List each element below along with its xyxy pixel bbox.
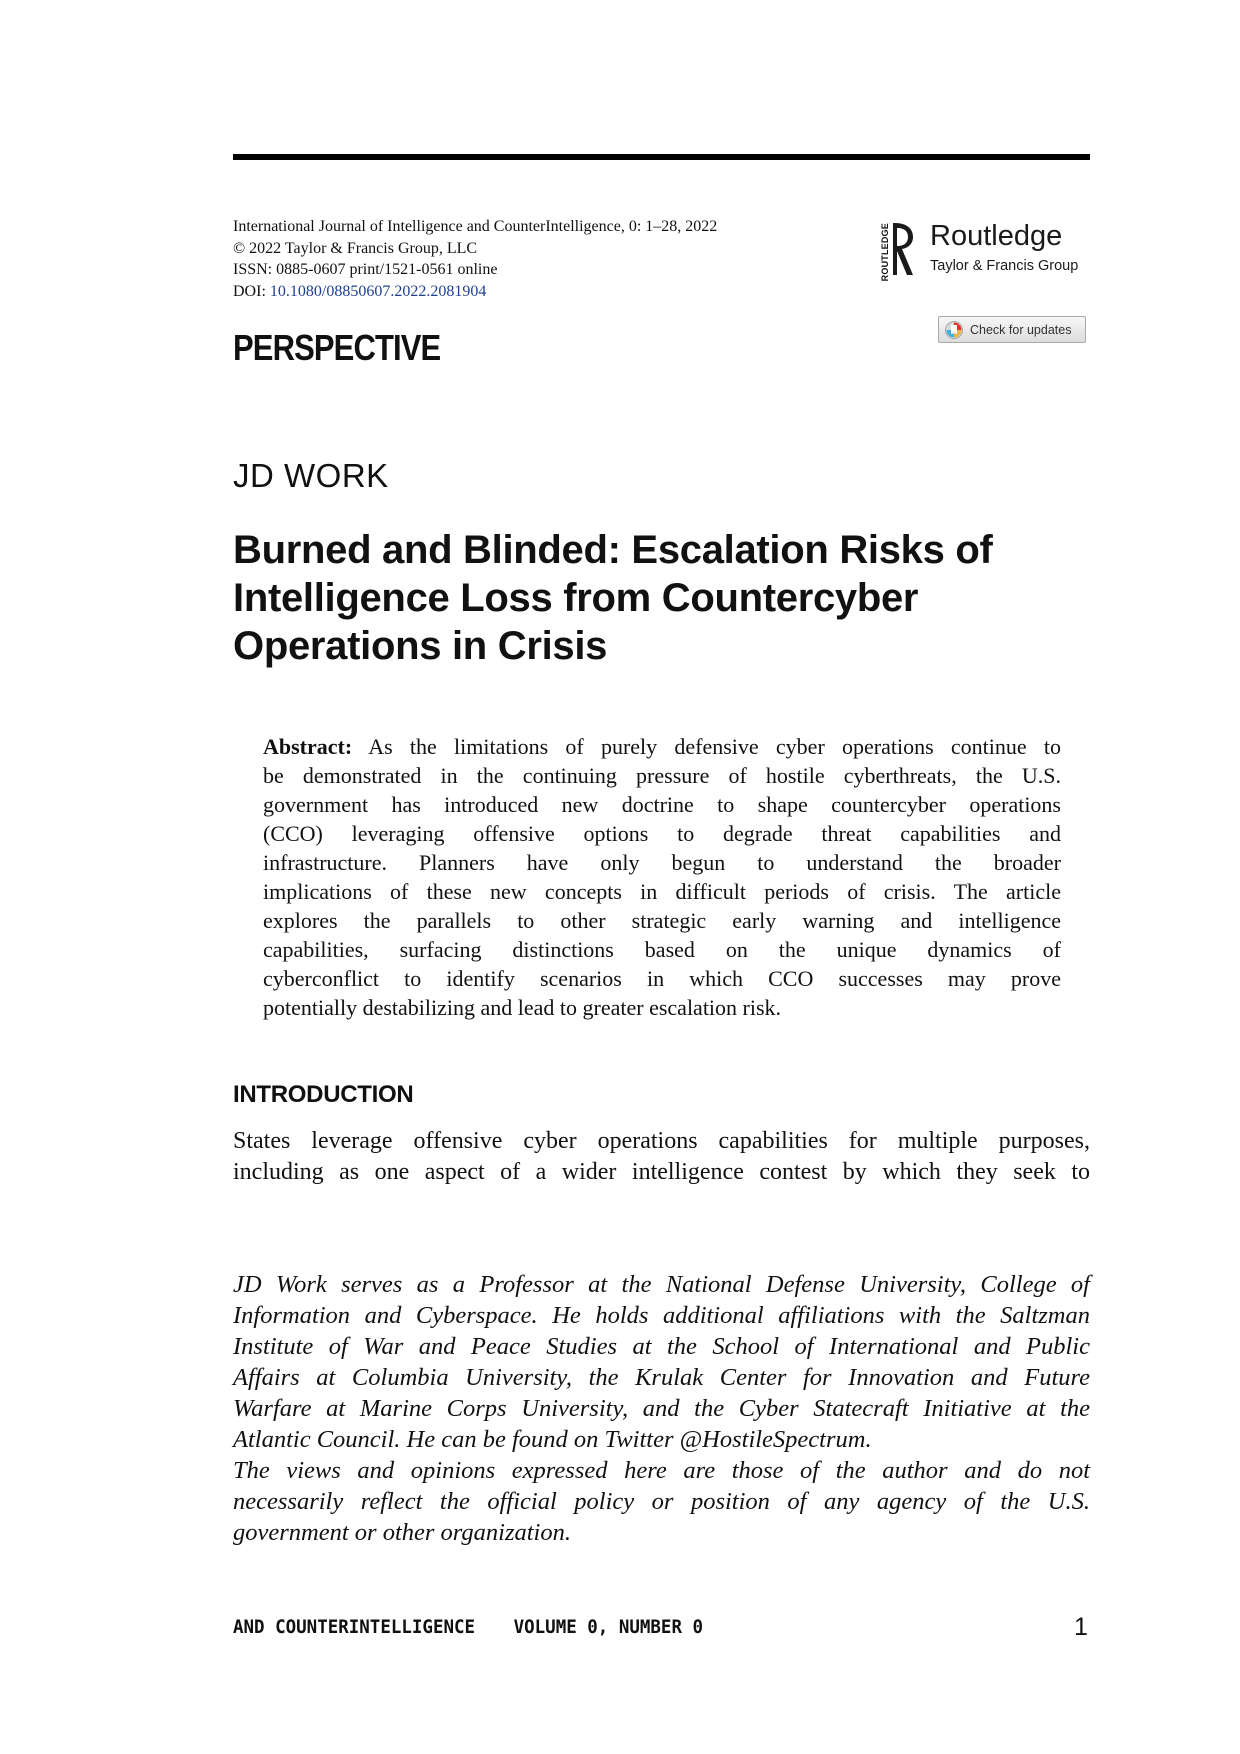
- disclaimer-line: necessarily reflect the official policy or position of any agency of the U.S.: [233, 1488, 1090, 1515]
- article-title: [233, 526, 1093, 670]
- crossmark-icon: [945, 321, 963, 339]
- article-metadata: [233, 216, 833, 302]
- introduction-line: including as one aspect of a wider intelligence contest by which they seek to: [233, 1159, 1090, 1185]
- disclaimer-line: government or other organization.: [233, 1519, 571, 1546]
- introduction-heading: INTRODUCTION: [233, 1081, 414, 1108]
- abstract-line: infrastructure. Planners have only begun to understand the broader: [263, 850, 1061, 875]
- publisher-name: Routledge: [930, 220, 1063, 252]
- disclaimer-line: The views and opinions expressed here are those of the author and do not: [233, 1457, 1090, 1484]
- doi-label: DOI:: [233, 282, 270, 300]
- abstract-line: potentially destabilizing and lead to greater escalation risk.: [263, 995, 782, 1020]
- title-line: Intelligence Loss from Countercyber: [233, 576, 919, 620]
- title-line: Operations in Crisis: [233, 624, 608, 668]
- author-bio-line: Affairs at Columbia University, the Krulak Center for Innovation and Future: [233, 1364, 1090, 1391]
- publisher-vertical-word: ROUTLEDGE: [880, 223, 890, 282]
- abstract-line: [263, 732, 1061, 761]
- abstract-line-text: As the limitations of purely defensive cyber operations continue to: [352, 734, 1061, 759]
- author-bio-line: JD Work serves as a Professor at the National Defense University, College of: [233, 1271, 1090, 1298]
- abstract-label: Abstract:: [263, 734, 353, 759]
- journal-citation: International Journal of Intelligence and CounterIntelligence, 0: 1–28, 2022: [233, 218, 718, 235]
- abstract-line: capabilities, surfacing distinctions based on the unique dynamics of: [263, 937, 1061, 962]
- check-for-updates-label: Check for updates: [970, 322, 1072, 337]
- introduction-body: [233, 1126, 1090, 1188]
- abstract: [263, 732, 1061, 1022]
- author-bio-line: Institute of War and Peace Studies at the School of International and Public: [233, 1333, 1090, 1360]
- author-name: JD WORK: [233, 457, 389, 494]
- running-footer: [233, 1612, 1021, 1642]
- doi-line: [233, 281, 833, 303]
- abstract-line: government has introduced new doctrine to shape countercyber operations: [263, 792, 1061, 817]
- abstract-line: implications of these new concepts in difficult periods of crisis. The article: [263, 879, 1061, 904]
- doi-link[interactable]: 10.1080/08850607.2022.2081904: [269, 282, 487, 300]
- section-label: PERSPECTIVE: [233, 327, 441, 368]
- title-line: Burned and Blinded: Escalation Risks of: [233, 528, 993, 572]
- abstract-line: be demonstrated in the continuing pressure of hostile cyberthreats, the U.S.: [263, 763, 1061, 788]
- issn-line: ISSN: 0885-0607 print/1521-0561 online: [233, 261, 498, 278]
- page-number: 1: [1074, 1613, 1088, 1641]
- footer-journal: AND COUNTERINTELLIGENCE: [233, 1616, 476, 1638]
- introduction-line: States leverage offensive cyber operations capabilities for multiple purposes,: [233, 1128, 1090, 1154]
- abstract-line: explores the parallels to other strategic early warning and intelligence: [263, 908, 1061, 933]
- author-bio-line: Warfare at Marine Corps University, and the Cyber Statecraft Initiative at the: [233, 1395, 1090, 1422]
- publisher-group: Taylor & Francis Group: [930, 258, 1079, 274]
- author-note: [233, 1269, 1090, 1548]
- footer-volume: VOLUME 0, NUMBER 0: [513, 1616, 704, 1638]
- abstract-line: (CCO) leveraging offensive options to degrade threat capabilities and: [263, 821, 1061, 846]
- publisher-logo: [878, 218, 1090, 280]
- routledge-logo-icon: [893, 221, 915, 277]
- copyright-line: © 2022 Taylor & Francis Group, LLC: [233, 239, 478, 257]
- check-for-updates-button[interactable]: [938, 316, 1086, 343]
- abstract-line: cyberconflict to identify scenarios in which CCO successes may prove: [263, 966, 1061, 991]
- author-bio-line: Information and Cyberspace. He holds additional affiliations with the Saltzman: [233, 1302, 1090, 1329]
- author-bio-line: Atlantic Council. He can be found on Twitter @HostileSpectrum.: [233, 1426, 872, 1453]
- header-rule: [233, 154, 1090, 160]
